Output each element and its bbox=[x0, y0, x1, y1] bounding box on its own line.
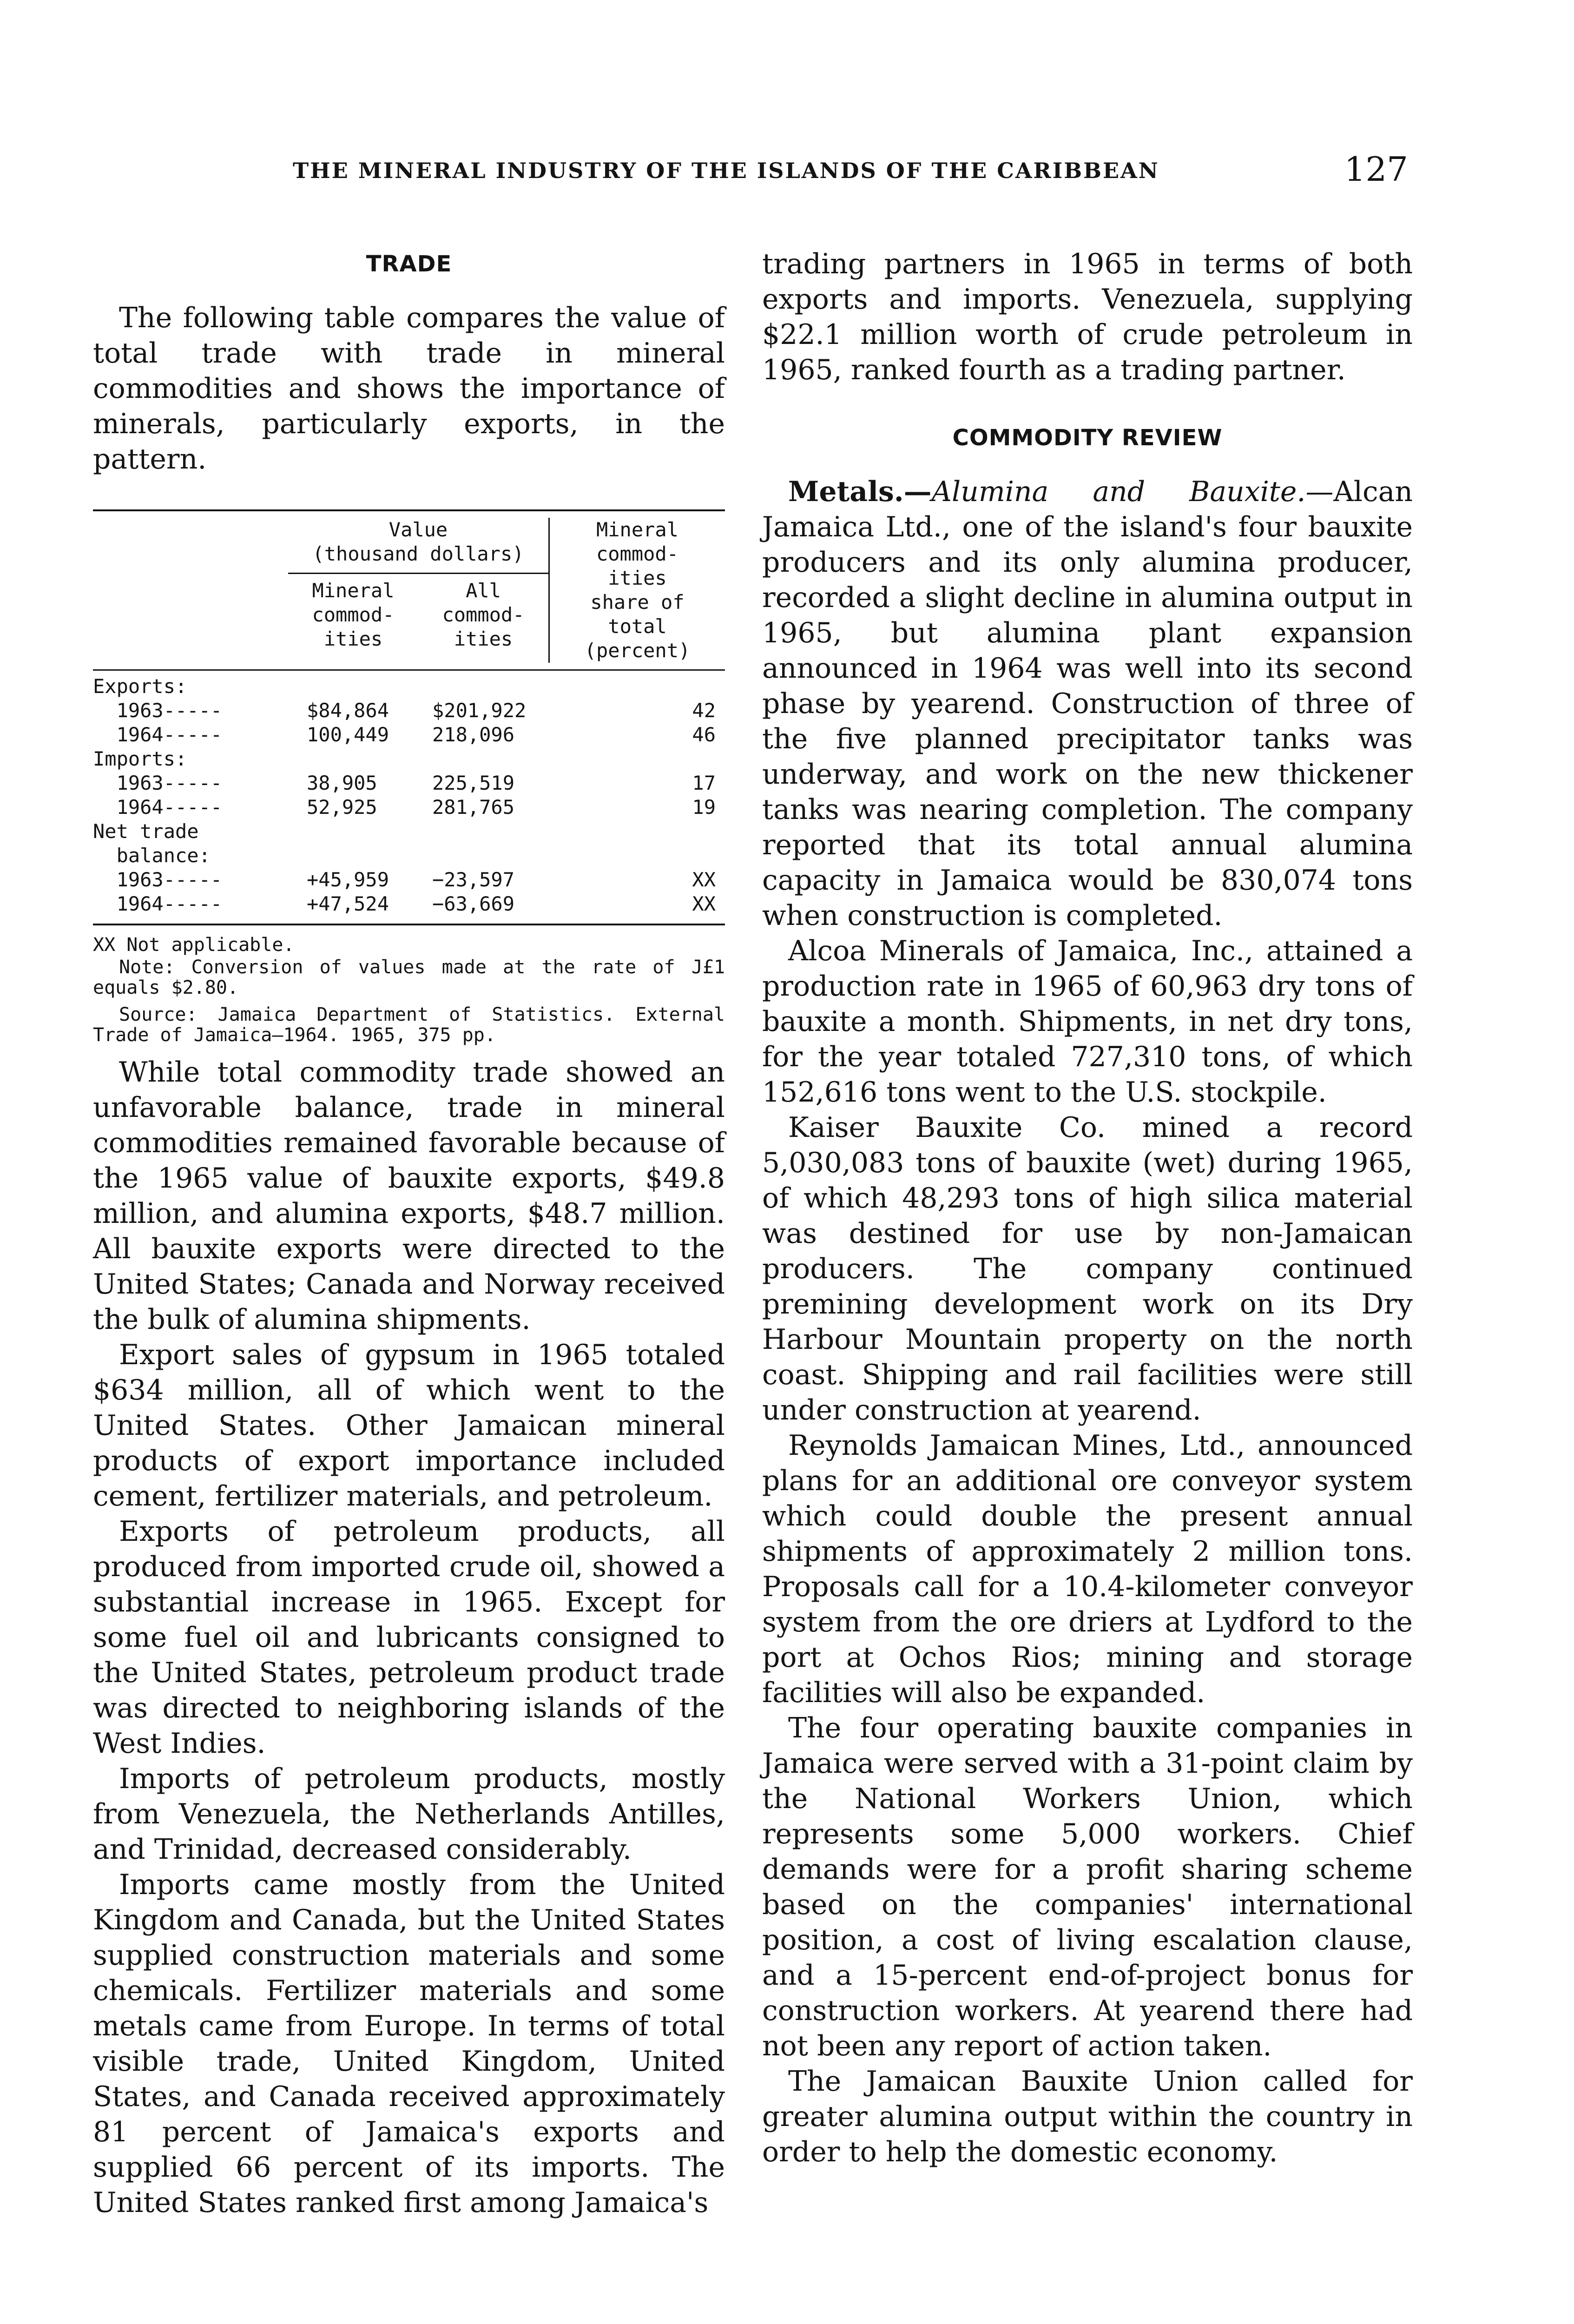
table-notes bbox=[93, 935, 725, 1045]
alumina-bauxite-subhead: Alumina and Bauxite.— bbox=[931, 475, 1334, 508]
table-source: Source: Jamaica Department of Statistics. External Trade of Jamaica—1964. 1965, 375 pp. bbox=[93, 1004, 725, 1046]
trade-paragraph: Imports came mostly from the United Kingdom and Canada, but the United States supplied construction materials and some chemicals. Fertilizer materials and some metals came from Europe. In terms of total visible trade, United Kingdom, United States, and Canada received approximately 81 percent of Jamaica's exports and supplied 66 percent of its imports. The United States ranked first among Jamaica's bbox=[93, 1868, 725, 2219]
table-row: 1964----- 52,925 281,765 19 bbox=[116, 796, 716, 819]
trade-table bbox=[93, 509, 725, 925]
trade-paragraph: While total commodity trade showed an unfavorable balance, trade in mineral commodities remained favorable because of the 1965 value of bauxite exports, $49.8 million, and alumina exports, $48.7 million. All bauxite exports were directed to the United States; Canada and Norway received the bulk of alumina shipments. bbox=[93, 1056, 725, 1336]
group-label: Imports: bbox=[93, 747, 187, 770]
trade-intro: The following table compares the value of total trade with trade in mineral commodities and shows the importance of minerals, particularly exports, in the pattern. bbox=[93, 302, 725, 475]
left-column bbox=[93, 246, 725, 2220]
group-label: Exports: bbox=[93, 675, 187, 698]
note-xx: XX Not applicable. bbox=[93, 934, 295, 956]
metals-paragraph bbox=[762, 474, 1413, 933]
running-header bbox=[93, 139, 1408, 205]
trade-paragraph: Export sales of gypsum in 1965 totaled $634 million, all of which went to the United States. Other Jamaican mineral products of export importance included cement, fertilizer materials, and petroleum. bbox=[93, 1339, 725, 1512]
all-column-header: All commod- ities bbox=[442, 579, 525, 650]
commodity-paragraph: Alcoa Minerals of Jamaica, Inc., attained a production rate in 1965 of 60,963 dry tons of bauxite a month. Shipments, in net dry tons, for the year totaled 727,310 tons, of which 152,616 tons went to the U.S. stockpile. bbox=[762, 935, 1413, 1109]
commodity-paragraph: Kaiser Bauxite Co. mined a record 5,030,083 tons of bauxite (wet) during 1965, of which 48,293 tons of high silica material was destined for use by non-Jamaican producers. The company continued premining development work on its Dry Harbour Mountain property on the north coast. Shipping and rail facilities were still under construction at yearend. bbox=[762, 1111, 1413, 1426]
table-header bbox=[93, 511, 725, 671]
metals-text: Alcan Jamaica Ltd., one of the island's four bauxite producers and its only alumina producer, recorded a slight decline in alumina output in 1965, but alumina plant expansion announced in 1964 was well into its second phase by yearend. Construction of three of the five planned precipitator tanks was underway, and work on the new thickener tanks was nearing completion. The company reported that its total annual alumina capacity in Jamaica would be 830,074 tons when construction is completed. bbox=[762, 475, 1413, 932]
trade-heading: TRADE bbox=[366, 251, 452, 277]
table-row: 1963----- $84,864 $201,922 42 bbox=[116, 699, 716, 722]
group-label: Net trade balance: bbox=[93, 820, 211, 867]
commodity-paragraph: Reynolds Jamaican Mines, Ltd., announced plans for an additional ore conveyor system which could double the present annual shipments of approximately 2 million tons. Proposals call for a 10.4-kilometer conveyor system from the ore driers at Lydford to the port at Ochos Rios; mining and storage facilities will also be expanded. bbox=[762, 1429, 1413, 1709]
table-row: 1963----- +45,959 −23,597 XX bbox=[116, 868, 716, 891]
page-number: 127 bbox=[1344, 150, 1408, 189]
commodity-paragraph: The four operating bauxite companies in Jamaica were served with a 31-point claim by the National Workers Union, which represents some 5,000 workers. Chief demands were for a profit sharing scheme based on the companies' international position, a cost of living escalation clause, and a 15-percent end-of-project bonus for construction workers. At yearend there had not been any report of action taken. bbox=[762, 1712, 1413, 2062]
continuation-paragraph: trading partners in 1965 in terms of both exports and imports. Venezuela, supplying $22.1 million worth of crude petroleum in 1965, ranked fourth as a trading partner. bbox=[762, 248, 1413, 386]
value-column-header: Value (thousand dollars) bbox=[288, 518, 548, 574]
share-column-header: Mineral commod- ities share of total (percent) bbox=[584, 518, 691, 662]
note-conversion: Note: Conversion of values made at the rate of J£1 equals $2.80. bbox=[93, 957, 725, 998]
trade-paragraph: Imports of petroleum products, mostly from Venezuela, the Netherlands Antilles, and Trinidad, decreased considerably. bbox=[93, 1763, 725, 1866]
mineral-column-header: Mineral commod- ities bbox=[312, 579, 395, 650]
metals-run-in: Metals.— bbox=[788, 475, 932, 508]
commodity-review-heading: COMMODITY REVIEW bbox=[952, 425, 1223, 451]
right-column bbox=[762, 246, 1413, 2170]
table-body bbox=[93, 671, 725, 924]
table-row: 1963----- 38,905 225,519 17 bbox=[116, 772, 716, 794]
trade-paragraph: Exports of petroleum products, all produced from imported crude oil, showed a substantial increase in 1965. Except for some fuel oil and lubricants consigned to the United States, petroleum product trade was directed to neighboring islands of the West Indies. bbox=[93, 1515, 725, 1760]
commodity-paragraph: The Jamaican Bauxite Union called for greater alumina output within the country in order to help the domestic economy. bbox=[762, 2065, 1413, 2168]
table-row: 1964----- +47,524 −63,669 XX bbox=[116, 892, 716, 915]
running-title: THE MINERAL INDUSTRY OF THE ISLANDS OF THE CARIBBEAN bbox=[293, 158, 1159, 183]
table-row: 1964----- 100,449 218,096 46 bbox=[116, 723, 716, 746]
